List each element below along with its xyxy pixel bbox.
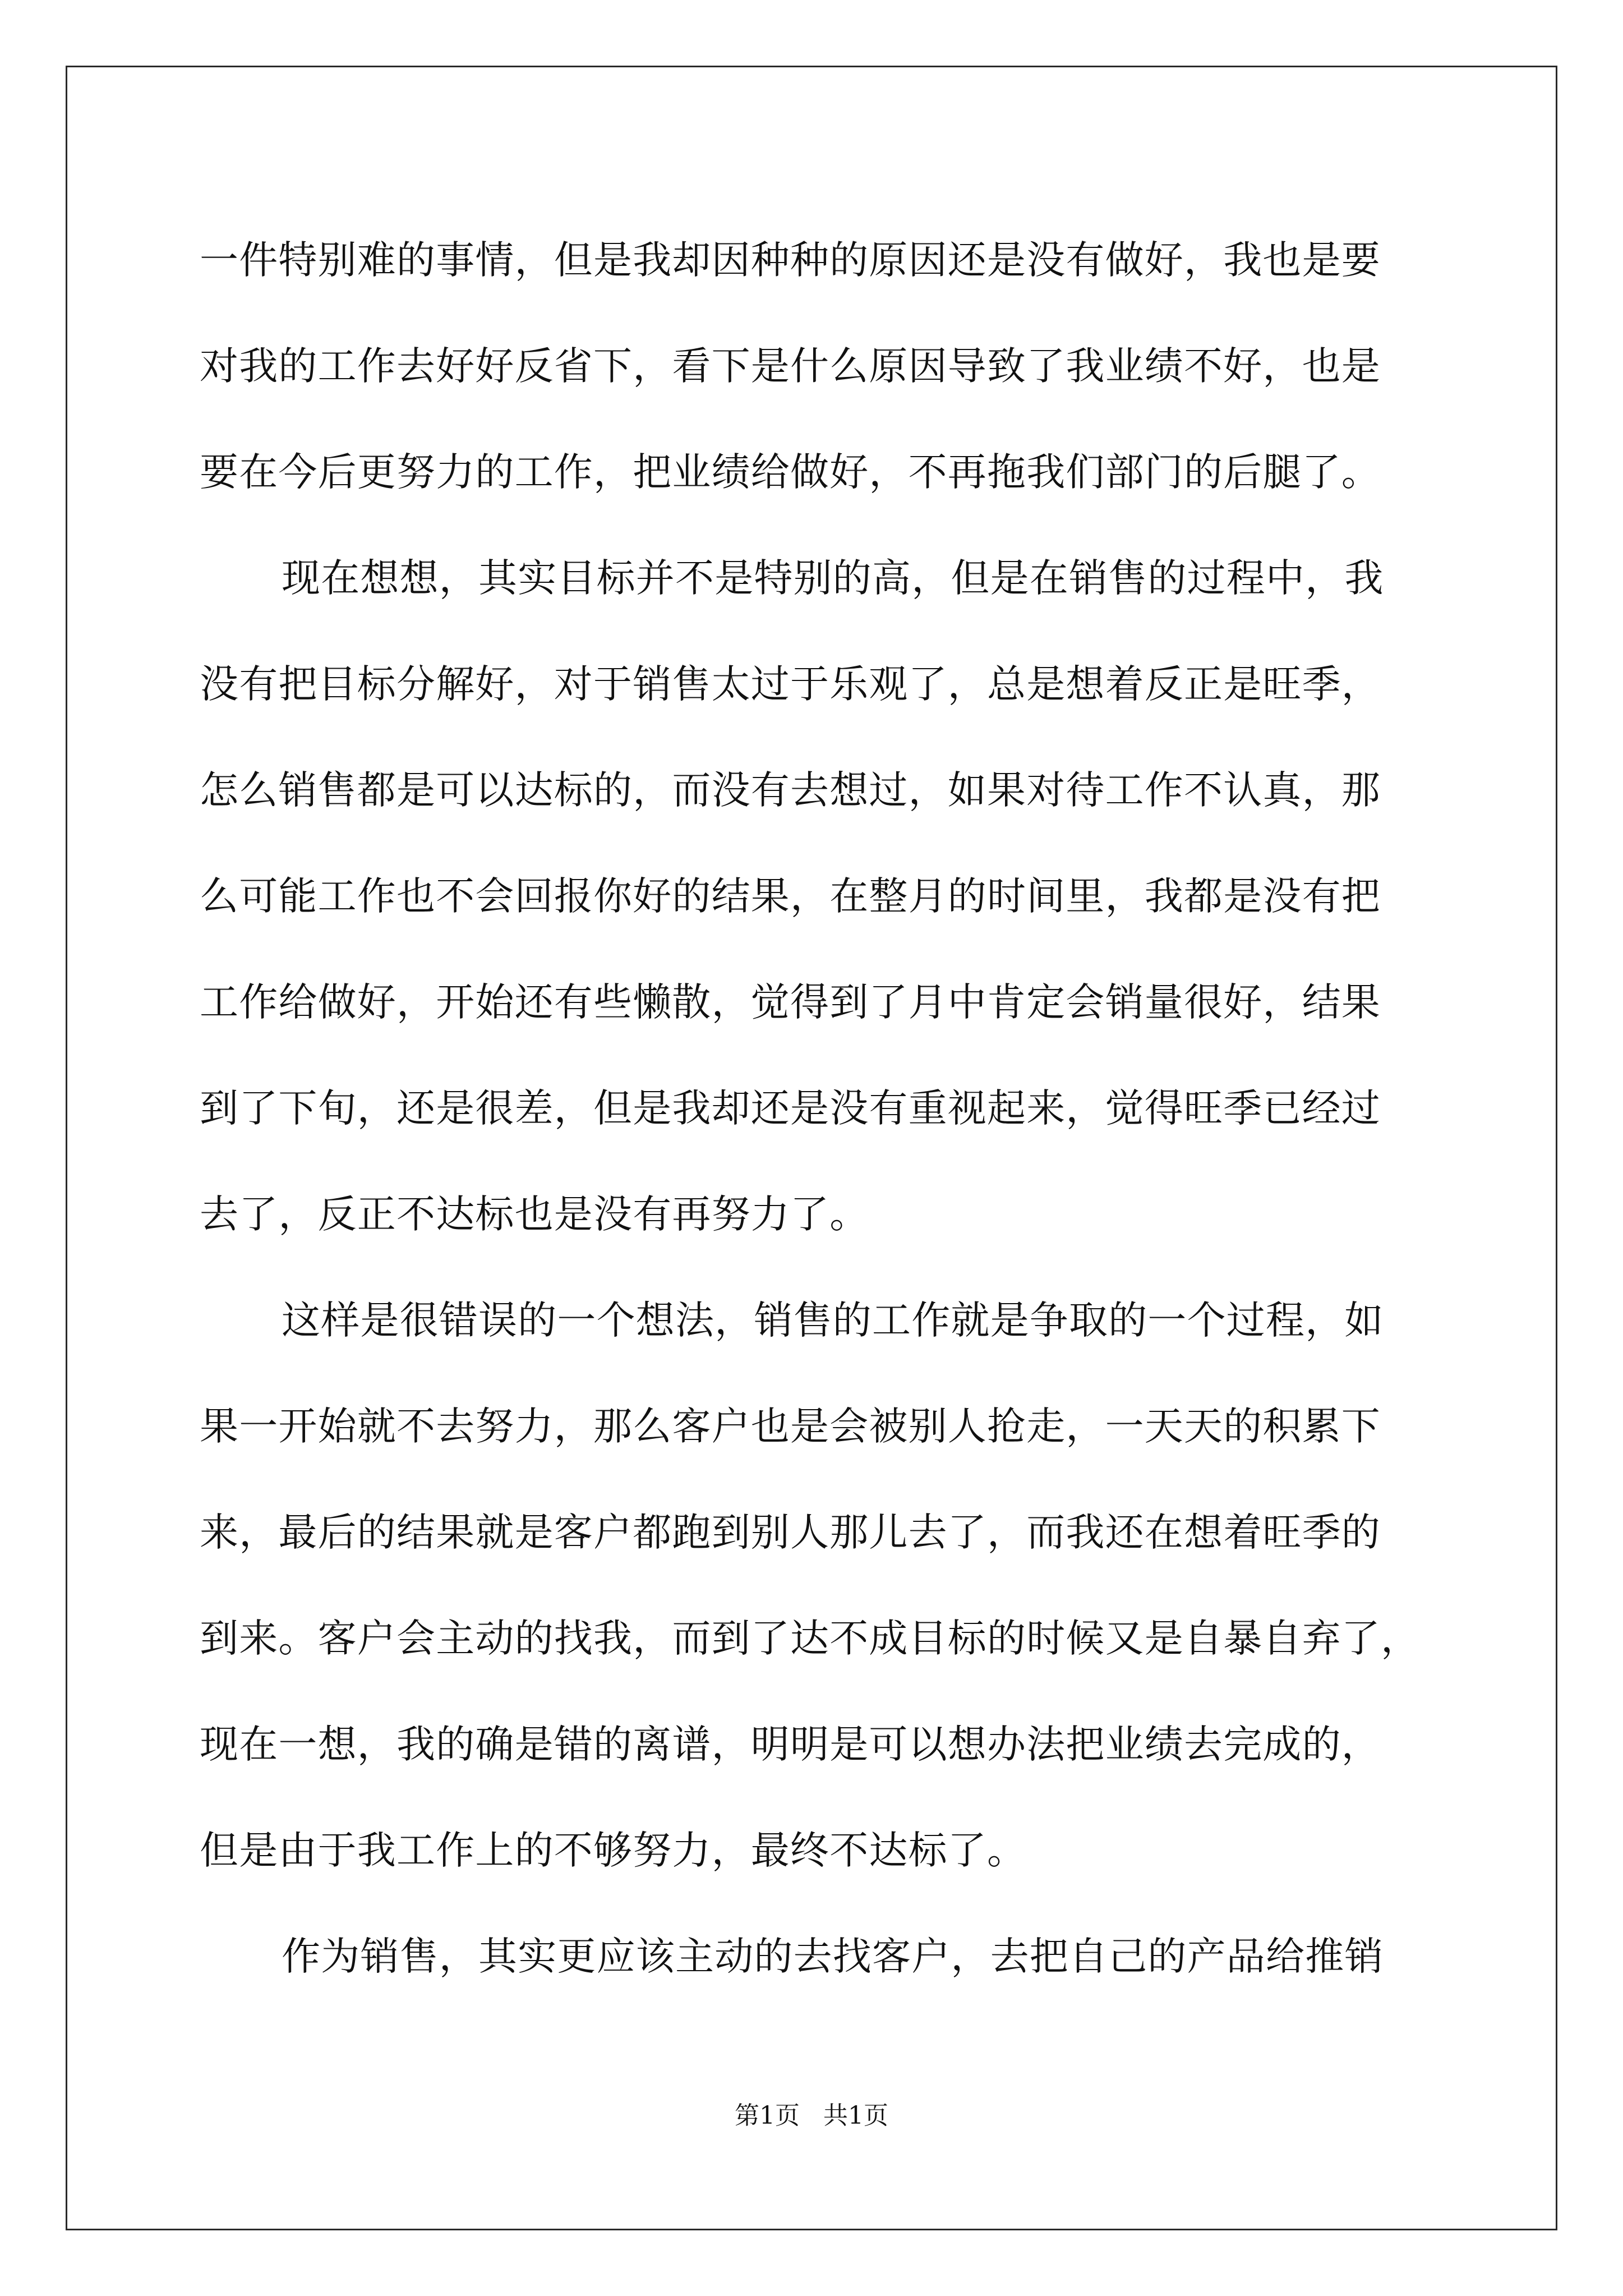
- page-total: 共1页: [823, 2101, 888, 2130]
- text-line: 但是由于我工作上的不够努力，最终不达标了。: [200, 1828, 1027, 1873]
- text-line: 去了，反正不达标也是没有再努力了。: [200, 1192, 869, 1237]
- text-line: 怎么销售都是可以达标的，而没有去想过，如果对待工作不认真，那: [200, 768, 1381, 813]
- page-number: 第1页: [735, 2101, 800, 2130]
- document-body: [200, 208, 1422, 2010]
- text-line: 要在今后更努力的工作，把业绩给做好，不再拖我们部门的后腿了。: [200, 450, 1381, 495]
- text-line: 到来。客户会主动的找我，而到了达不成目标的时候又是自暴自弃了，: [200, 1616, 1421, 1661]
- text-line: 没有把目标分解好，对于销售太过于乐观了，总是想着反正是旺季，: [200, 662, 1381, 707]
- text-line: 果一开始就不去努力，那么客户也是会被别人抢走，一天天的积累下: [200, 1404, 1381, 1449]
- text-line: 一件特别难的事情，但是我却因种种的原因还是没有做好，我也是要: [200, 238, 1381, 283]
- page-footer: [0, 2100, 1623, 2132]
- text-line: 现在想想，其实目标并不是特别的高，但是在销售的过程中，我: [282, 556, 1384, 601]
- text-line: 现在一想，我的确是错的离谱，明明是可以想办法把业绩去完成的，: [200, 1722, 1381, 1767]
- text-line: 对我的工作去好好反省下，看下是什么原因导致了我业绩不好，也是: [200, 344, 1381, 389]
- text-line: 这样是很错误的一个想法，销售的工作就是争取的一个过程，如: [282, 1298, 1384, 1343]
- text-line: 么可能工作也不会回报你好的结果，在整月的时间里，我都是没有把: [200, 874, 1381, 919]
- text-line: 工作给做好，开始还有些懒散，觉得到了月中肯定会销量很好，结果: [200, 980, 1381, 1025]
- text-line: 到了下旬，还是很差，但是我却还是没有重视起来，觉得旺季已经过: [200, 1086, 1381, 1131]
- text-line: 作为销售，其实更应该主动的去找客户，去把自己的产品给推销: [282, 1934, 1384, 1979]
- text-line: 来，最后的结果就是客户都跑到别人那儿去了，而我还在想着旺季的: [200, 1510, 1381, 1555]
